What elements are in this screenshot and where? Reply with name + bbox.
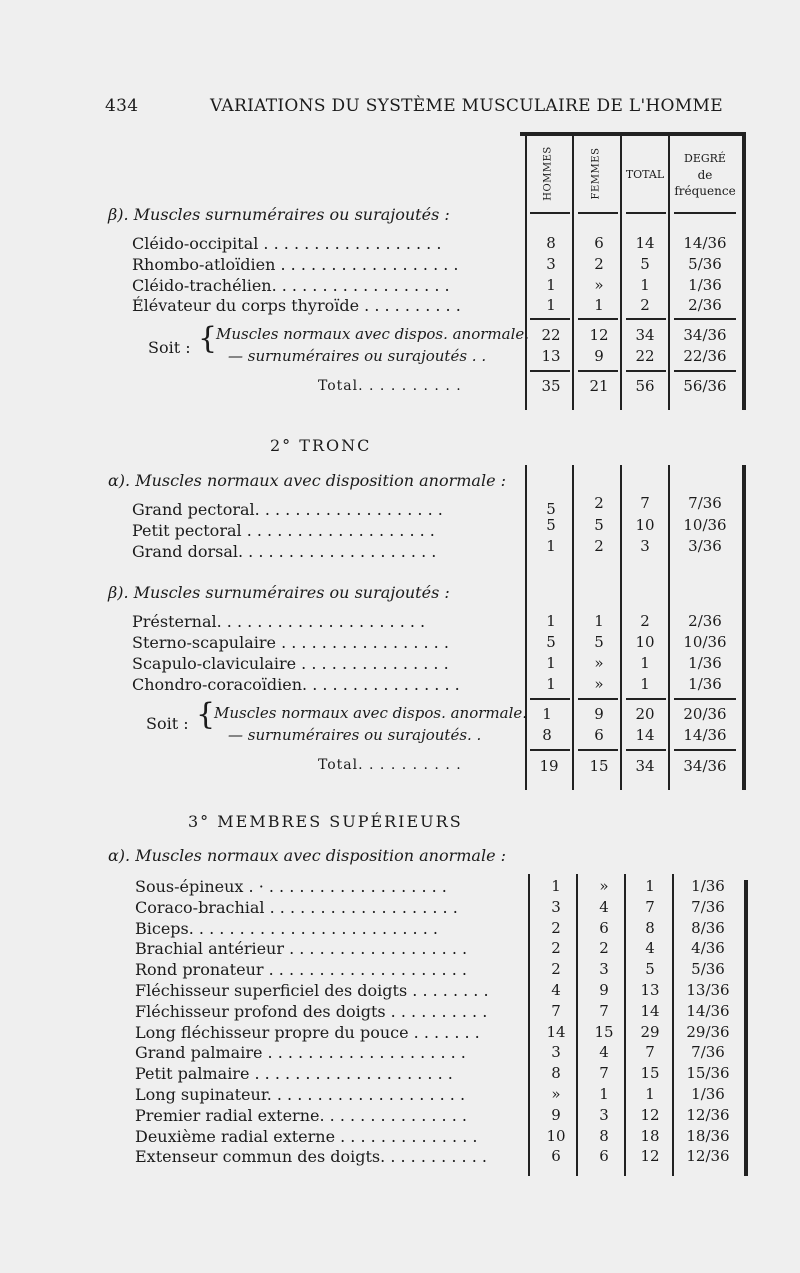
section1-subhead: β). Muscles surnuméraires ou surajoutés : <box>108 205 450 224</box>
table3-col-rule <box>576 874 578 1176</box>
cell-total: 4 <box>645 939 655 957</box>
cell-femmes: 1 <box>594 612 604 630</box>
cell-total: 22 <box>635 347 655 365</box>
soit-label: Soit : <box>146 714 189 733</box>
cell-total: 12 <box>640 1147 660 1165</box>
table-row-label: Rhombo-atloïdien . . . . . . . . . . . . . . . . . . <box>132 255 459 274</box>
table-row-label: Grand pectoral. . . . . . . . . . . . . . . . . . . <box>132 500 443 519</box>
header-rule <box>530 212 570 214</box>
table1-top-rule <box>520 132 746 136</box>
cell-femmes: 1 <box>599 1085 609 1103</box>
cell-degre: 1/36 <box>691 877 725 895</box>
cell-degre: 10/36 <box>683 633 727 651</box>
table-row-label: Scapulo-claviculaire . . . . . . . . . . . . . . . <box>132 654 449 673</box>
brace-glyph: { <box>196 697 216 732</box>
table3-right-rule <box>744 880 748 1176</box>
cell-hommes: 2 <box>551 960 561 978</box>
cell-total: 18 <box>640 1127 660 1145</box>
cell-degre: 14/36 <box>686 1002 730 1020</box>
cell-femmes: » <box>599 877 609 895</box>
rule <box>626 370 666 372</box>
table3-col-rule <box>624 874 626 1176</box>
cell-total: 2 <box>640 612 650 630</box>
cell-total: 13 <box>640 981 660 999</box>
cell-hommes: 7 <box>551 1002 561 1020</box>
cell-hommes: 1 <box>546 612 556 630</box>
cell-hommes: 2 <box>551 939 561 957</box>
cell-hommes: 1 <box>546 537 556 555</box>
table-row-label: Petit palmaire . . . . . . . . . . . . . . . . . . . . <box>135 1064 453 1083</box>
cell-hommes: 2 <box>551 919 561 937</box>
table-row-label: Cléido-occipital . . . . . . . . . . . . . . . . . . <box>132 234 442 253</box>
rule <box>674 749 736 751</box>
cell-total: 1 <box>640 276 650 294</box>
table-row-label: Grand dorsal. . . . . . . . . . . . . . . . . . . . <box>132 542 437 561</box>
cell-total: 14 <box>635 234 655 252</box>
table-row-label: Premier radial externe. . . . . . . . . . . . . . . <box>135 1106 467 1125</box>
rule <box>578 370 618 372</box>
cell-femmes: » <box>594 675 604 693</box>
rule <box>530 318 570 320</box>
cell-femmes: 3 <box>599 1106 609 1124</box>
cell-degre: 1/36 <box>691 1085 725 1103</box>
cell-total: 7 <box>645 898 655 916</box>
table2-col-rule <box>620 465 622 790</box>
table-row-label: Cléido-trachélien. . . . . . . . . . . . . . . . . . <box>132 276 450 295</box>
cell-degre: 14/36 <box>683 726 727 744</box>
brace-glyph: { <box>198 321 218 356</box>
cell-hommes: 14 <box>546 1023 566 1041</box>
table3-col-rule <box>528 874 530 1176</box>
table2-right-rule <box>742 465 746 790</box>
table1-right-rule <box>742 132 746 410</box>
cell-hommes: 5 <box>546 633 556 651</box>
cell-degre: 3/36 <box>688 537 722 555</box>
rule <box>530 749 570 751</box>
cell-total: 8 <box>645 919 655 937</box>
cell-degre: 7/36 <box>688 494 722 512</box>
cell-hommes: 8 <box>551 1064 561 1082</box>
rule <box>530 370 570 372</box>
cell-degre: 12/36 <box>686 1147 730 1165</box>
table1-col-rule <box>572 136 574 410</box>
col-header-degre: DEGRÉ <box>684 152 726 165</box>
page-title: VARIATIONS DU SYSTÈME MUSCULAIRE DE L'HOMME <box>210 96 723 116</box>
cell-femmes: 9 <box>594 705 604 723</box>
cell-total: 34 <box>635 757 655 775</box>
cell-total: 34 <box>635 326 655 344</box>
page-number: 434 <box>105 96 139 116</box>
table-row-label: Sous-épineux . · . . . . . . . . . . . . . . . . . . <box>135 877 447 896</box>
cell-hommes: 1 <box>542 705 552 723</box>
cell-degre: 1/36 <box>688 276 722 294</box>
cell-femmes: 9 <box>599 981 609 999</box>
cell-degre: 13/36 <box>686 981 730 999</box>
cell-total: 5 <box>640 255 650 273</box>
header-rule <box>578 212 618 214</box>
table-row-label: Deuxième radial externe . . . . . . . . . . . . . . <box>135 1127 478 1146</box>
table-row-label: Petit pectoral . . . . . . . . . . . . . . . . . . . <box>132 521 435 540</box>
cell-femmes: » <box>594 276 604 294</box>
table-row-label: Fléchisseur profond des doigts . . . . . . . . . . <box>135 1002 488 1021</box>
section3-title: 3° MEMBRES SUPÉRIEURS <box>188 812 463 831</box>
cell-hommes: 8 <box>546 234 556 252</box>
soit-label: Soit : <box>148 338 191 357</box>
cell-femmes: 15 <box>594 1023 614 1041</box>
cell-hommes: 5 <box>546 500 556 518</box>
cell-degre: 7/36 <box>691 898 725 916</box>
cell-femmes: 21 <box>589 377 609 395</box>
soit-row-label: Muscles normaux avec dispos. anormale. <box>216 325 530 343</box>
table-row-label: Fléchisseur superficiel des doigts . . . . . . . . <box>135 981 489 1000</box>
cell-degre: 1/36 <box>688 675 722 693</box>
table-row-label: Coraco-brachial . . . . . . . . . . . . . . . . . . . <box>135 898 458 917</box>
section2-subhead-b: β). Muscles surnuméraires ou surajoutés : <box>108 583 450 602</box>
cell-degre: 10/36 <box>683 516 727 534</box>
cell-femmes: 3 <box>599 960 609 978</box>
cell-total: 29 <box>640 1023 660 1041</box>
table-row-label: Biceps. . . . . . . . . . . . . . . . . . . . . . . . . <box>135 919 438 938</box>
table-row-label: Extenseur commun des doigts. . . . . . . . . . . <box>135 1147 487 1166</box>
soit-row-label: Muscles normaux avec dispos. anormale. <box>214 704 528 722</box>
col-header-hommes: HOMMES <box>542 146 554 201</box>
cell-degre: 2/36 <box>688 612 722 630</box>
cell-total: 20 <box>635 705 655 723</box>
table-row-label: Sterno-scapulaire . . . . . . . . . . . . . . . . . <box>132 633 449 652</box>
rule <box>674 370 736 372</box>
cell-femmes: 6 <box>599 919 609 937</box>
cell-hommes: 5 <box>546 516 556 534</box>
cell-total: 1 <box>640 654 650 672</box>
cell-total: 7 <box>640 494 650 512</box>
col-header-frequence: fréquence <box>674 184 736 198</box>
rule <box>530 698 570 700</box>
cell-degre: 56/36 <box>683 377 727 395</box>
cell-total: 12 <box>640 1106 660 1124</box>
cell-hommes: 8 <box>542 726 552 744</box>
cell-hommes: 1 <box>546 654 556 672</box>
cell-total: 1 <box>645 877 655 895</box>
col-header-femmes: FEMMES <box>590 147 602 200</box>
cell-femmes: 2 <box>594 494 604 512</box>
cell-hommes: 1 <box>546 276 556 294</box>
rule <box>626 749 666 751</box>
cell-total: 1 <box>640 675 650 693</box>
rule <box>626 318 666 320</box>
cell-degre: 22/36 <box>683 347 727 365</box>
cell-femmes: 2 <box>594 537 604 555</box>
cell-degre: 8/36 <box>691 919 725 937</box>
cell-hommes: » <box>551 1085 561 1103</box>
cell-total: 14 <box>635 726 655 744</box>
table-row-label: Long supinateur. . . . . . . . . . . . . . . . . . . . <box>135 1085 466 1104</box>
cell-hommes: 1 <box>546 675 556 693</box>
soit-row-label: — surnuméraires ou surajoutés. . <box>228 726 482 744</box>
cell-degre: 20/36 <box>683 705 727 723</box>
table-row-label: Chondro-coracoïdien. . . . . . . . . . . . . . . . <box>132 675 460 694</box>
section3-subhead-a: α). Muscles normaux avec disposition anormale : <box>108 846 507 865</box>
cell-femmes: 4 <box>599 898 609 916</box>
cell-femmes: 1 <box>594 296 604 314</box>
cell-total: 10 <box>635 633 655 651</box>
cell-femmes: » <box>594 654 604 672</box>
cell-degre: 1/36 <box>688 654 722 672</box>
cell-femmes: 5 <box>594 516 604 534</box>
cell-total: 14 <box>640 1002 660 1020</box>
cell-total: 10 <box>635 516 655 534</box>
cell-femmes: 12 <box>589 326 609 344</box>
total-label: Total. . . . . . . . . . <box>318 378 462 394</box>
cell-femmes: 7 <box>599 1002 609 1020</box>
cell-femmes: 15 <box>589 757 609 775</box>
cell-degre: 29/36 <box>686 1023 730 1041</box>
rule <box>626 698 666 700</box>
cell-total: 15 <box>640 1064 660 1082</box>
cell-hommes: 3 <box>551 1043 561 1061</box>
table-row-label: Long fléchisseur propre du pouce . . . . . . . <box>135 1023 480 1042</box>
cell-femmes: 9 <box>594 347 604 365</box>
col-header-degre-de: de <box>697 168 713 182</box>
header-rule <box>626 212 666 214</box>
cell-hommes: 13 <box>541 347 561 365</box>
cell-femmes: 6 <box>599 1147 609 1165</box>
rule <box>578 318 618 320</box>
cell-hommes: 22 <box>541 326 561 344</box>
cell-degre: 5/36 <box>691 960 725 978</box>
cell-hommes: 1 <box>546 296 556 314</box>
cell-femmes: 7 <box>599 1064 609 1082</box>
cell-degre: 18/36 <box>686 1127 730 1145</box>
cell-degre: 2/36 <box>688 296 722 314</box>
cell-hommes: 1 <box>551 877 561 895</box>
cell-total: 3 <box>640 537 650 555</box>
header-rule <box>674 212 736 214</box>
cell-degre: 7/36 <box>691 1043 725 1061</box>
rule <box>674 318 736 320</box>
table-row-label: Rond pronateur . . . . . . . . . . . . . . . . . . . . <box>135 960 467 979</box>
cell-degre: 4/36 <box>691 939 725 957</box>
table-row-label: Élévateur du corps thyroïde . . . . . . . . . . <box>132 296 461 315</box>
cell-degre: 15/36 <box>686 1064 730 1082</box>
cell-total: 5 <box>645 960 655 978</box>
cell-femmes: 6 <box>594 726 604 744</box>
cell-hommes: 10 <box>546 1127 566 1145</box>
rule <box>578 698 618 700</box>
cell-degre: 12/36 <box>686 1106 730 1124</box>
cell-hommes: 6 <box>551 1147 561 1165</box>
table-row-label: Présternal. . . . . . . . . . . . . . . . . . . . . <box>132 612 426 631</box>
cell-hommes: 3 <box>551 898 561 916</box>
cell-total: 1 <box>645 1085 655 1103</box>
total-label: Total. . . . . . . . . . <box>318 757 462 773</box>
col-header-total: TOTAL <box>625 168 665 181</box>
cell-hommes: 4 <box>551 981 561 999</box>
section2-subhead-a: α). Muscles normaux avec disposition anormale : <box>108 471 507 490</box>
rule <box>578 749 618 751</box>
cell-degre: 5/36 <box>688 255 722 273</box>
cell-total: 7 <box>645 1043 655 1061</box>
cell-femmes: 8 <box>599 1127 609 1145</box>
cell-degre: 14/36 <box>683 234 727 252</box>
cell-femmes: 5 <box>594 633 604 651</box>
cell-total: 56 <box>635 377 655 395</box>
section2-title: 2° TRONC <box>270 436 372 455</box>
table1-col-rule <box>525 136 527 410</box>
cell-hommes: 9 <box>551 1106 561 1124</box>
table-row-label: Grand palmaire . . . . . . . . . . . . . . . . . . . . <box>135 1043 466 1062</box>
soit-row-label: — surnuméraires ou surajoutés . . <box>228 347 487 365</box>
cell-femmes: 2 <box>594 255 604 273</box>
cell-hommes: 3 <box>546 255 556 273</box>
table-row-label: Brachial antérieur . . . . . . . . . . . . . . . . . . <box>135 939 468 958</box>
cell-femmes: 4 <box>599 1043 609 1061</box>
cell-femmes: 6 <box>594 234 604 252</box>
cell-hommes: 19 <box>539 757 559 775</box>
rule <box>674 698 736 700</box>
cell-femmes: 2 <box>599 939 609 957</box>
cell-degre: 34/36 <box>683 757 727 775</box>
cell-degre: 34/36 <box>683 326 727 344</box>
cell-total: 2 <box>640 296 650 314</box>
table2-col-rule <box>572 465 574 790</box>
cell-hommes: 35 <box>541 377 561 395</box>
